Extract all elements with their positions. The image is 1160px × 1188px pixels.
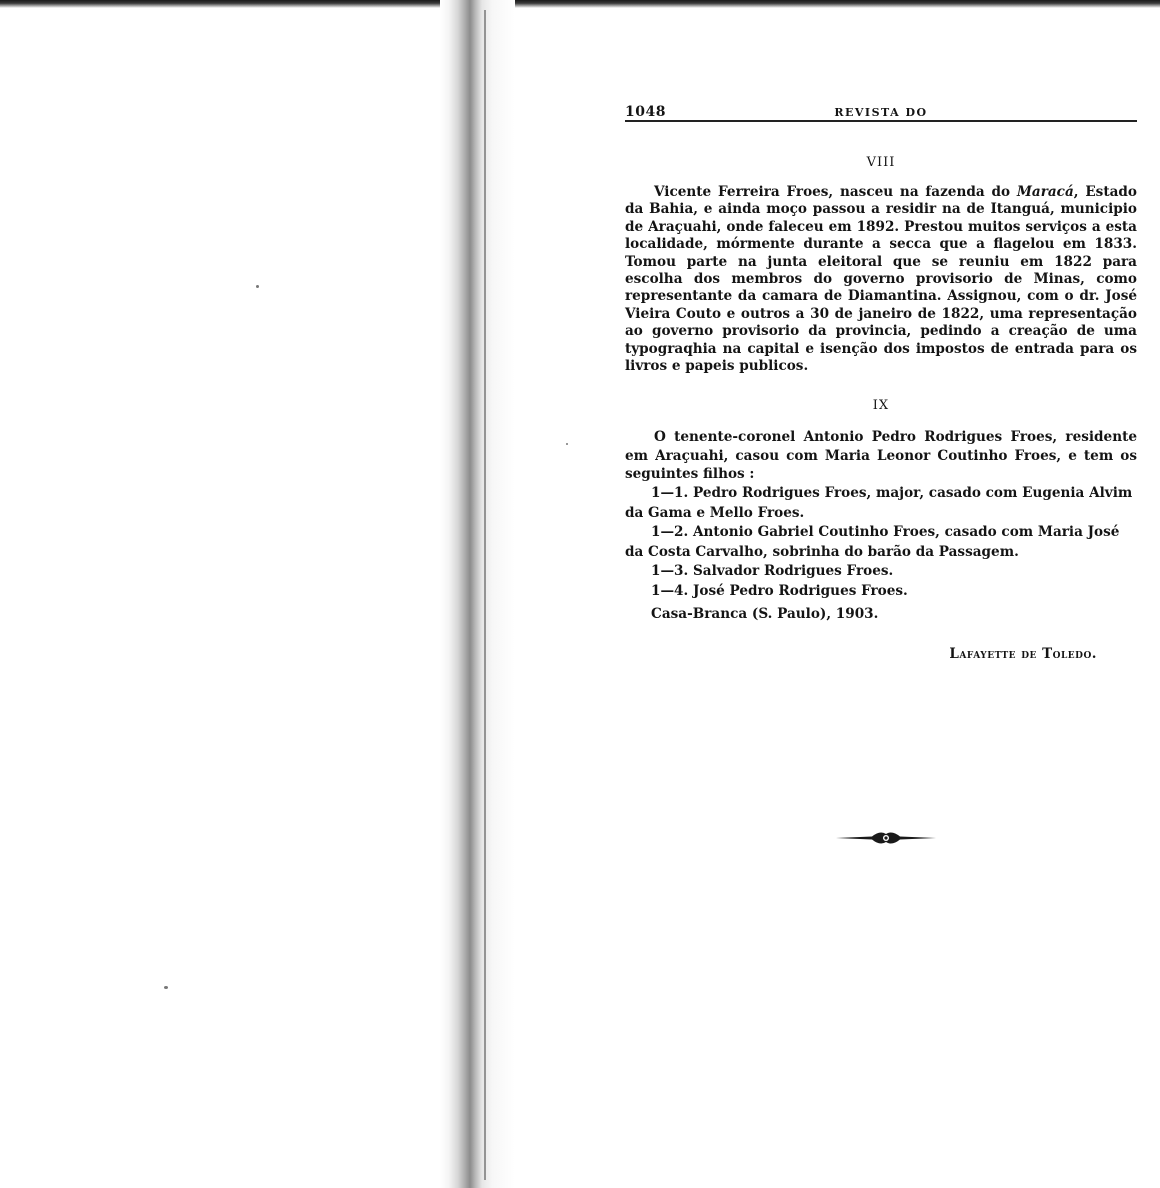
child-entry-2: 1—2. Antonio Gabriel Coutinho Froes, casado com Maria José: [651, 524, 1120, 541]
para-text-end: , Estado da Bahia, e ainda moço passou a residir na de Itanguá, municipio de Araçuahi, onde faleceu em 1892. Prestou muitos serviços a esta localidade, mórmente durante a secca que a flagelou em 1833. Tomou parte na junta eleitoral que se reuniu em 1822 para escolha dos membros do governo provisorio de Minas, como representante da camara de Diamantina. Assignou, com o dr. José Vieira Couto e outros a 30 de janeiro de 1822, uma representação ao governo provisorio da provincia, pedindo a creação de uma typograqhia na capital e isenção dos impostos de entrada para os livros e papeis publicos.: [625, 184, 1137, 375]
section-heading-viii: VIII: [866, 155, 896, 170]
journal-title: REVISTA DO: [834, 106, 928, 119]
child-entry-1-continued: da Gama e Mello Froes.: [625, 504, 805, 521]
right-page: [625, 98, 1137, 662]
running-head: [625, 98, 1137, 122]
section-heading-ix: IX: [872, 398, 890, 414]
author-signature: Lafayette de Toledo.: [949, 646, 1097, 663]
end-ornament: [834, 828, 938, 848]
child-entry-3: 1—3. Salvador Rodrigues Froes.: [651, 563, 894, 580]
scan-top-edge: [0, 0, 1160, 8]
paper-speck: [256, 285, 259, 288]
section-viii-paragraph: [625, 184, 1137, 375]
spine-line: [484, 10, 486, 1180]
paper-speck: [164, 986, 168, 989]
page-number: 1048: [625, 104, 666, 120]
child-entry-1: 1—1. Pedro Rodrigues Froes, major, casado com Eugenia Alvim: [651, 484, 1133, 501]
paper-speck: [566, 443, 568, 445]
section-ix-intro: O tenente-coronel Antonio Pedro Rodrigues Froes, residente em Araçuahi, casou com Maria Leonor Coutinho Froes, e tem os seguintes filhos :: [625, 429, 1137, 483]
book-gutter: [440, 0, 515, 1188]
child-entry-4: 1—4. José Pedro Rodrigues Froes.: [651, 582, 908, 599]
place-name-italic: Maracá: [1016, 184, 1074, 200]
place-and-date: Casa-Branca (S. Paulo), 1903.: [651, 605, 879, 622]
child-entry-2-continued: da Costa Carvalho, sobrinha do barão da Passagem.: [625, 543, 1019, 560]
para-text-start: Vicente Ferreira Froes, nasceu na fazenda do: [654, 184, 1017, 200]
